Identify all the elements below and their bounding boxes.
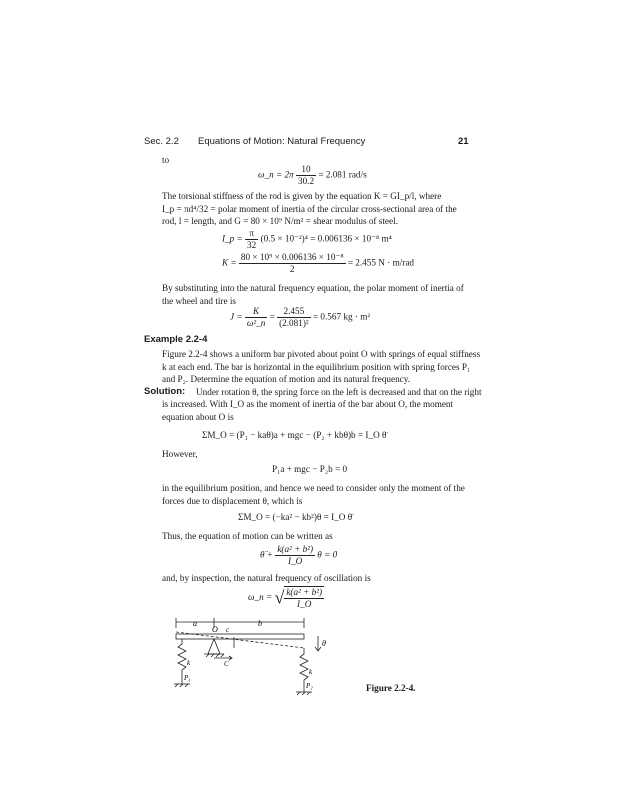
text-to: to	[162, 155, 170, 165]
section-label: Sec. 2.2	[144, 136, 179, 147]
equation-equilibrium: P₁a + mgc − P₂b = 0	[272, 464, 348, 474]
text-inspection: and, by inspection, the natural frequency of oscillation is	[162, 573, 371, 583]
text-however: However,	[162, 449, 198, 459]
equation-omega: ω_n = 2π $\frac{10}{30.2}$ = 2.081 rad/s	[258, 164, 367, 186]
paragraph-substituting: By substituting into the natural frequency equation, the polar moment of inertia of the wheel and tire is	[162, 283, 464, 306]
bar	[176, 634, 304, 639]
label-o: O	[212, 625, 218, 634]
pivot	[208, 639, 220, 654]
equation-j: J = $\frac{K}{\text{ω²\_n}}$ = $\frac{2.455}{\text{(2.081)²}}$ = 0.567 kg · m²	[230, 306, 371, 328]
solution-line-1: Under rotation θ, the spring force on the left is decreased and that on the right	[196, 387, 482, 397]
example-paragraph: Figure 2.2-4 shows a uniform bar pivoted about point O with springs of equal stiffness k at each end. The bar is horizontal in the equilibrium position with spring forces P₁ and P₂. Determine the equation of motion and its natural frequency.	[162, 349, 481, 384]
equation-natural-frequency: ω_n = √ $\frac{\text{k(a² + b²)}}{I\_O}$	[248, 587, 323, 609]
label-c-arrow: C	[224, 660, 229, 668]
equation-moment-full: ΣM_O = (P₁ − kaθ)a + mgc − (P₂ + kbθ)b = I_O θ̈	[202, 430, 387, 440]
label-p1: P₁	[184, 674, 191, 682]
equation-ip: I_p = $\frac{\pi}{32}$ (0.5 × 10⁻²)⁴ = 0.006136 × 10⁻⁸ m⁴	[222, 228, 392, 250]
equation-moment-displacement: ΣM_O = (−ka² − kb²)θ = I_O θ̈	[238, 512, 353, 522]
label-b: b	[258, 619, 262, 628]
label-theta: θ	[322, 639, 326, 648]
solution-lines: is increased. With I_O as the moment of inertia of the bar about O, the moment equation about O is	[162, 399, 454, 422]
equation-k: K = $\frac{\text{80 × 10⁹ × 0.006136 × 10⁻⁸}}{2}$ = 2.455 N · m/rad	[222, 252, 414, 274]
example-label: Example 2.2-4	[144, 334, 208, 345]
label-c: c	[226, 626, 230, 634]
paragraph-equilibrium: in the equilibrium position, and hence we need to consider only the moment of the forces due to displacement θ, which is	[162, 483, 465, 506]
equation-of-motion: θ̈ + $\frac{\text{k(a² + b²)}}{I\_O}$ θ = 0	[260, 544, 338, 566]
text-thus: Thus, the equation of motion can be written as	[162, 531, 333, 541]
paragraph-torsional-stiffness: The torsional stiffness of the rod is given by the equation K = GI_p/l, where I_p = πd⁴/32 = polar moment of inertia of the circular cross-sectional area of the rod, l = length, and G = 80 × 10⁹ N/m² = shear modulus of steel.	[162, 191, 457, 226]
page-number: 21	[458, 136, 469, 147]
figure-caption: Figure 2.2-4.	[366, 683, 416, 693]
label-k-left: k	[187, 659, 191, 667]
figure-pivoted-bar	[168, 618, 348, 738]
running-title: Equations of Motion: Natural Frequency	[198, 136, 366, 147]
label-a: a	[193, 619, 197, 628]
label-p2: P₂	[306, 682, 313, 690]
solution-label: Solution:	[144, 386, 186, 397]
label-k-right: k	[309, 668, 313, 676]
